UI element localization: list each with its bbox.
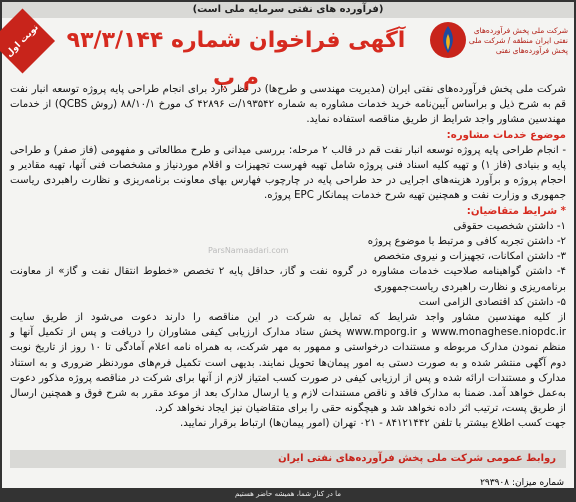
condition-4: ۴- داشتن گواهینامه صلاحیت خدمات مشاوره در گروه نفت و گاز، حداقل پایه ۲ تخصص «خطوط انتقال نفت و گاز» از معاونت برنامه‌ریزی و نظارت راهبردی ریاست‌جمهوری <box>10 266 567 293</box>
company-name: شرکت ملی پخش فرآورده‌های نفتی ایران منطقه / شرکت ملی پخش فرآورده‌های نفتی <box>468 26 568 55</box>
condition-3: ۳- داشتن امکانات، تجهیزات و نیروی متخصص <box>373 251 566 263</box>
page-title: آگهی فراخوان شماره ۹۳/۳/۱۴۴ م پ <box>66 28 406 91</box>
notice-body <box>10 82 566 432</box>
condition-5: ۵- داشتن کد اقتصادی الزامی است <box>418 296 566 308</box>
company-logo-area <box>422 20 568 82</box>
conditions-section-title: * شرایط متقاضیان: <box>466 205 566 217</box>
bottom-slogan: ما در کنار شما، همیشه حاضر هستیم <box>2 488 574 500</box>
intro-paragraph: شرکت ملی پخش فرآورده‌های نفتی ایران (مدیریت مهندسی و طرح‌ها) در نظر دارد برای انجام طراحی پایه پروژه توسعه انبار نفت قم به شرح ذیل و براساس آیین‌نامه خرید خدمات مشاوره به شماره ۱۹۳۵۴۲/ت ۴۲۸۹۶ ک مورخ ۸۸/۱۰/۱ (روش QCBS) از خدمات مهندسین مشاور واجد شرایط از طریق مناقصه استفاده نماید. <box>10 84 566 126</box>
services-section-title: موضوع خدمات مشاوره: <box>446 129 566 141</box>
first-publication-badge: نوبت اول <box>0 8 55 73</box>
condition-1: ۱- داشتن شخصیت حقوقی <box>453 220 566 232</box>
contact-line: جهت کسب اطلاع بیشتر با تلفن ۸۴۱۲۱۴۴۲ - ۰۲۱ تهران (امور پیمان‌ها) ارتباط برقرار نمایید. <box>180 418 566 430</box>
flame-logo-icon <box>428 20 468 60</box>
watermark: ParsNamaadari.com <box>208 246 289 255</box>
ad-number: شماره میزان: ۲۹۳۹۰۸ <box>480 478 564 488</box>
top-banner: (فرآورده های نفتی سرمایه ملی است) <box>2 2 574 18</box>
closing-paragraph: از کلیه مهندسین مشاور واجد شرایط که تمایل به شرکت در این مناقصه را دارند دعوت می‌شود از طریق سایت www.monaghese.niopdc.ir و www.mporg.ir پخش ستاد مدارک ارزیابی کیفی مشاوران را دریافت و پس از تکمیل آنها و منظم نمودن مدارک مربوطه و مستندات درخواستی و ممهور به مهر شرکت، به همراه نامه اعلام آمادگی تا ۱۰ روز از تاریخ نوبت دوم آگهی منتشر شده و به صورت دستی به امور پیمان‌ها تحویل نمایند. بدیهی است تکمیل فرم‌های موردنظر ضروری و به استناد مدارک و مستندات ارائه شده و پس از ارزیابی کیفی در صورت کسب امتیاز لازم از آنها برای شرکت در مناقصه پروژه مذکور دعوت به‌عمل خواهد آمد. ضمنا به مدارک فاقد و ناقص مستندات لازم و یا ارسال مدارک بعد از موعد مقرر به شرح فوق و همچنین ارسال از طریق پست، ترتیب اثر داده نخواهد شد و هیچگونه حقی را برای متقاضیان نیز ایجاد نخواهد کرد. <box>10 312 567 415</box>
condition-2: ۲- داشتن تجربه کافی و مرتبط با موضوع پروژه <box>367 236 566 248</box>
services-paragraph: - انجام طراحی پایه پروژه توسعه انبار نفت قم در قالب ۲ مرحله: بررسی میدانی و طرح مطالعاتی و مفهومی (فاز صفر) و طراحی پایه و بنیادی (فاز ۱) و تهیه کلیه اسناد فنی پروژه شامل تهیه فهرست تجهیزات و اقلام موردنیاز و مشخصات فنی آنها، تهیه مقادیر و احجام پروژه و برآورد هزینه‌های اجرایی در حد طراحی پایه در چارچوب فهارس بهای معاونت برنامه‌ریزی و نظارت راهبردی ریاست جمهوری و وزارت نفت و همچنین تهیه شرح خدمات پیمانکار EPC پروژه. <box>10 144 566 202</box>
public-relations-line: روابط عمومی شرکت ملی پخش فرآورده‌های نفتی ایران <box>10 450 566 468</box>
